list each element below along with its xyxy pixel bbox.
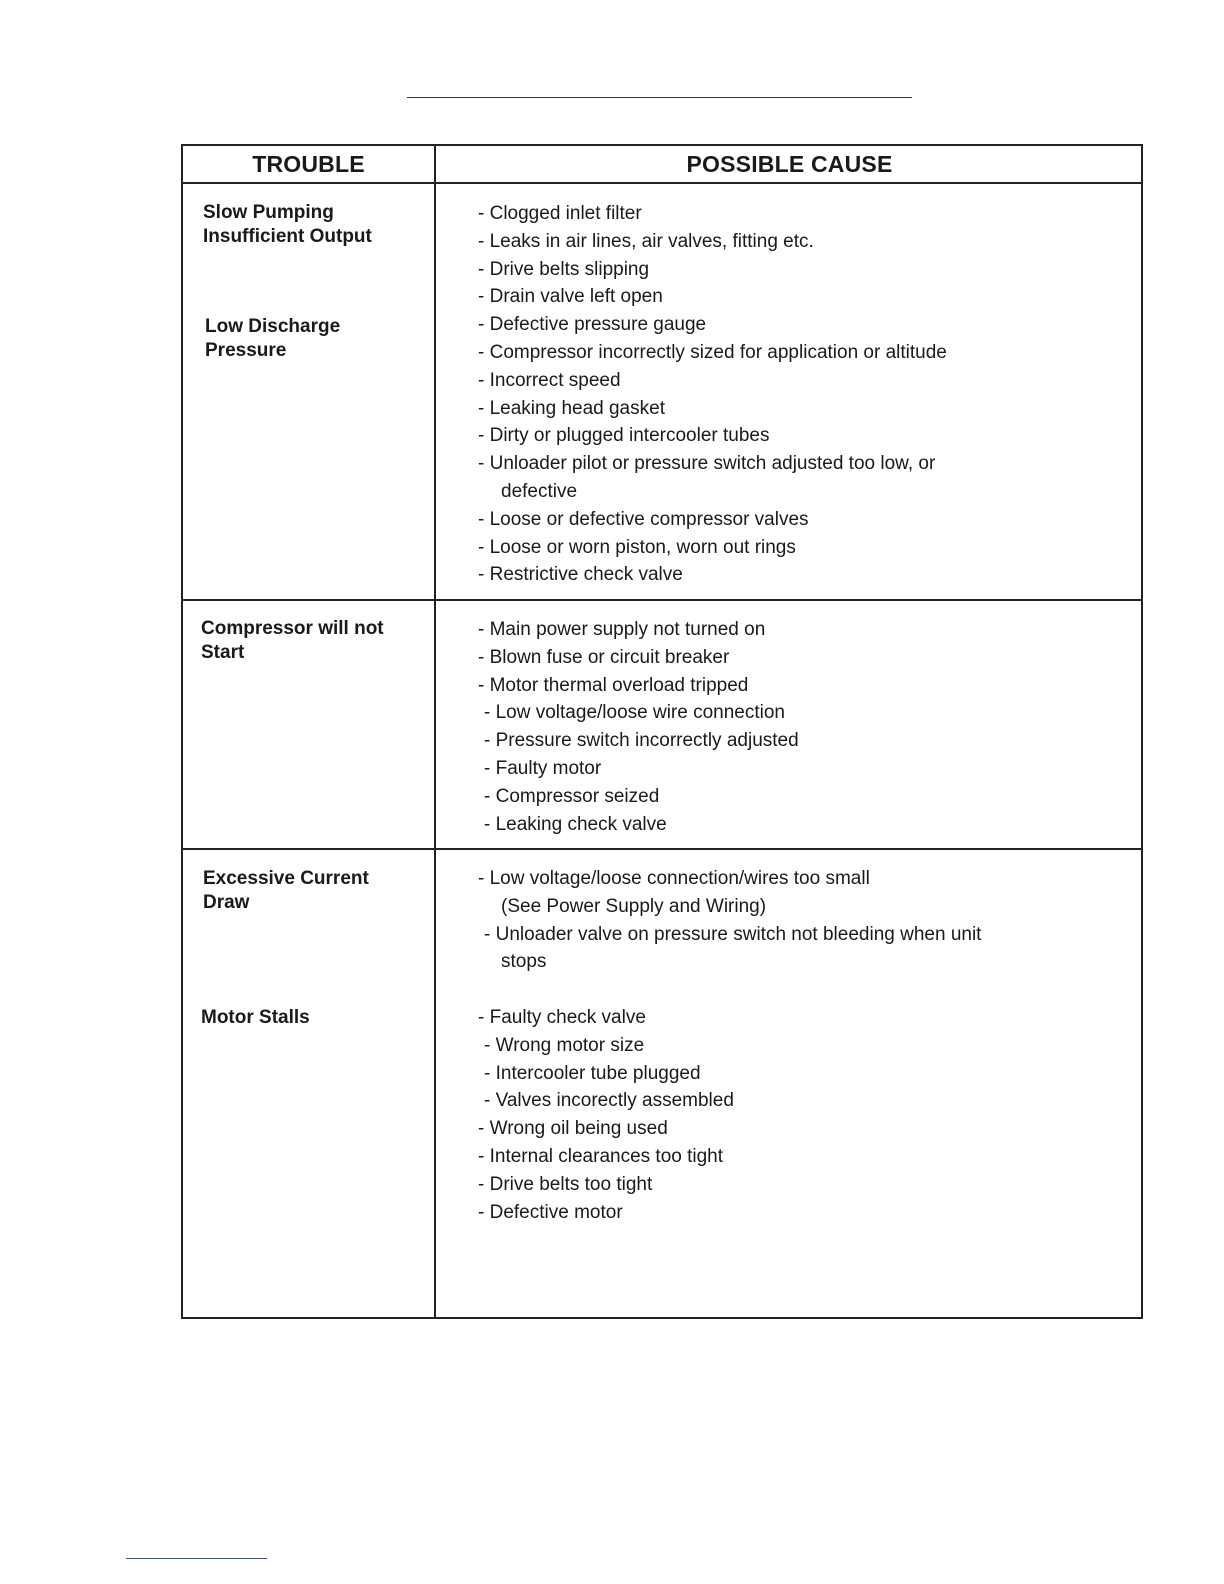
- cause-item: - Defective motor: [478, 1201, 623, 1223]
- trouble-line: Compressor will not: [201, 618, 384, 639]
- cause-item: - Unloader pilot or pressure switch adjusted too low, or: [478, 453, 936, 475]
- cause-item-continuation: (See Power Supply and Wiring): [501, 895, 767, 917]
- row-divider: [183, 599, 1141, 601]
- row-divider: [183, 848, 1141, 850]
- trouble-line: Insufficient Output: [203, 226, 372, 247]
- trouble-motor-stalls: [201, 1006, 310, 1030]
- trouble-line: Draw: [203, 892, 250, 913]
- top-rule: [407, 97, 912, 98]
- trouble-line: Excessive Current: [203, 868, 369, 889]
- cause-item: - Compressor incorrectly sized for application or altitude: [478, 341, 947, 363]
- troubleshooting-table: [181, 144, 1143, 1319]
- cause-item: - Leaks in air lines, air valves, fitting etc.: [478, 230, 814, 252]
- cause-item: - Restrictive check valve: [478, 564, 683, 586]
- cause-item: - Drain valve left open: [478, 286, 663, 308]
- cause-item: - Drive belts too tight: [478, 1173, 653, 1195]
- trouble-line: Slow Pumping: [203, 202, 334, 223]
- cause-item: - Pressure switch incorrectly adjusted: [484, 730, 799, 752]
- cause-item: - Clogged inlet filter: [478, 203, 642, 224]
- cause-item: - Wrong motor size: [484, 1034, 645, 1056]
- cause-list-2: [478, 616, 799, 838]
- trouble-line: Start: [201, 642, 245, 663]
- cause-item: - Compressor seized: [484, 785, 660, 807]
- header-trouble: TROUBLE: [252, 151, 365, 177]
- cause-item: - Low voltage/loose connection/wires too small: [478, 868, 870, 889]
- cause-spacer: [478, 976, 981, 1004]
- cause-item: - Low voltage/loose wire connection: [484, 702, 786, 724]
- trouble-line: Pressure: [205, 340, 287, 361]
- cause-item: - Valves incorectly assembled: [484, 1090, 734, 1112]
- cause-item: - Blown fuse or circuit breaker: [478, 646, 730, 668]
- cause-item: - Wrong oil being used: [478, 1118, 668, 1140]
- cause-item: - Unloader valve on pressure switch not bleeding when unit: [484, 923, 982, 945]
- cause-item: - Defective pressure gauge: [478, 314, 707, 336]
- cause-item: - Dirty or plugged intercooler tubes: [478, 425, 770, 447]
- cause-item: - Intercooler tube plugged: [484, 1062, 701, 1084]
- trouble-low-discharge: [205, 315, 340, 363]
- trouble-slow-pumping: [203, 201, 372, 249]
- cause-item: - Faulty motor: [484, 757, 602, 779]
- header-possible-cause: POSSIBLE CAUSE: [686, 151, 893, 177]
- cause-item: - Loose or worn piston, worn out rings: [478, 536, 796, 558]
- column-divider: [434, 146, 436, 1317]
- bottom-link-rule: [126, 1558, 267, 1559]
- cause-item: - Main power supply not turned on: [478, 619, 766, 640]
- cause-item-continuation: defective: [501, 480, 578, 502]
- trouble-compressor-will-not-start: [201, 617, 384, 665]
- cause-item-continuation: stops: [501, 951, 547, 973]
- cause-list-3: [478, 865, 981, 1226]
- cause-item: - Motor thermal overload tripped: [478, 674, 749, 696]
- trouble-excessive-current-draw: [203, 867, 369, 915]
- cause-item: - Internal clearances too tight: [478, 1145, 724, 1167]
- cause-item: - Loose or defective compressor valves: [478, 508, 809, 530]
- cause-item: - Leaking check valve: [484, 813, 667, 835]
- trouble-line: Low Discharge: [205, 316, 341, 337]
- cause-item: - Incorrect speed: [478, 369, 621, 391]
- cause-list-1: [478, 200, 947, 589]
- trouble-line: Motor Stalls: [201, 1007, 310, 1028]
- cause-item: - Faulty check valve: [478, 1006, 646, 1028]
- cause-item: - Drive belts slipping: [478, 258, 650, 280]
- cause-item: - Leaking head gasket: [478, 397, 665, 419]
